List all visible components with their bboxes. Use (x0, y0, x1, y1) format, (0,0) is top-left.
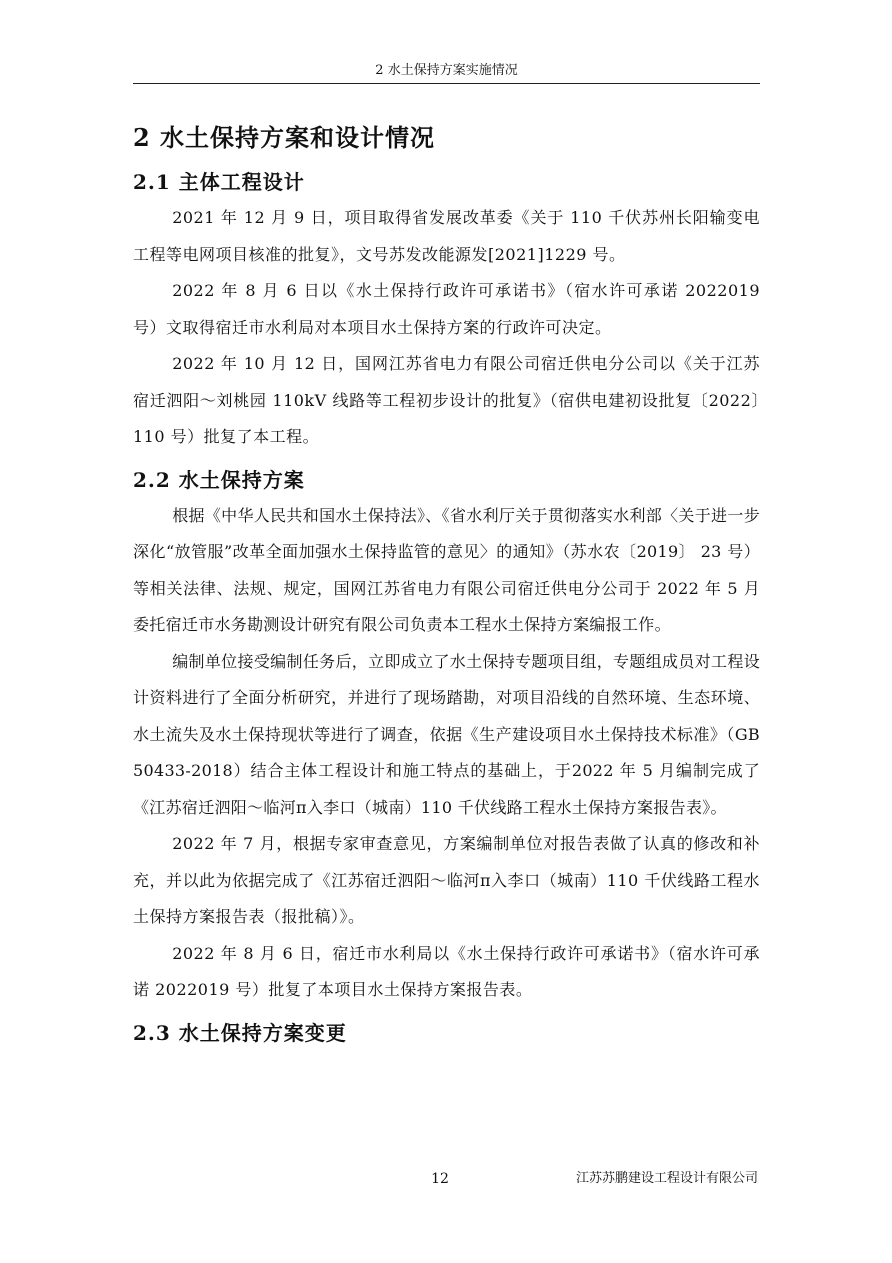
chapter-title: 2 水土保持方案和设计情况 (133, 123, 436, 152)
paragraph: 2022 年 10 月 12 日，国网江苏省电力有限公司宿迁供电分公司以《关于江苏宿迁泗阳～刘桃园 110kV 线路等工程初步设计的批复》（宿供电建初设批复〔2022〕110 号）批复了本工程。 (133, 354, 760, 446)
paragraph: 根据《中华人民共和国水土保持法》、《省水利厅关于贯彻落实水利部〈关于进一步深化“放管服”改革全面加强水土保持监管的意见〉的通知》（苏水农〔2019〕 23 号）等相关法律、法规、规定，国网江苏省电力有限公司宿迁供电分公司于 2022 年 5 月委托宿迁市水务勘测设计研究有限公司负责本工程水土保持方案编报工作。 (133, 505, 760, 634)
paragraph: 编制单位接受编制任务后，立即成立了水土保持专题项目组，专题组成员对工程设计资料进行了全面分析研究，并进行了现场踏勘，对项目沿线的自然环境、生态环境、水土流失及水土保持现状等进行了调查，依据《生产建设项目水土保持技术标准》（GB 50433-2018）结合主体工程设计和施工特点的基础上，于2022 年 5 月编制完成了《江苏宿迁泗阳～临河π入李口（城南）110 千伏线路工程水土保持方案报告表》。 (133, 651, 760, 817)
paragraph: 2022 年 8 月 6 日，宿迁市水利局以《水土保持行政许可承诺书》（宿水许可承诺 2022019 号）批复了本项目水土保持方案报告表。 (133, 943, 760, 999)
page-number: 12 (431, 1171, 449, 1187)
company-name-footer: 江苏苏鹏建设工程设计有限公司 (575, 1171, 758, 1186)
paragraph: 2022 年 8 月 6 日以《水土保持行政许可承诺书》（宿水许可承诺 2022019 号）文取得宿迁市水利局对本项目水土保持方案的行政许可决定。 (133, 281, 760, 337)
header-divider (133, 83, 760, 84)
section-heading-2-1: 2.1 主体工程设计 (133, 170, 305, 194)
paragraph: 2022 年 7 月，根据专家审查意见，方案编制单位对报告表做了认真的修改和补充，并以此为依据完成了《江苏宿迁泗阳～临河π入李口（城南）110 千伏线路工程水土保持方案报告表（报批稿）》。 (133, 834, 760, 926)
section-heading-2-3: 2.3 水土保持方案变更 (133, 1020, 347, 1045)
page-body (133, 118, 760, 1051)
paragraph: 2021 年 12 月 9 日，项目取得省发展改革委《关于 110 千伏苏州长阳输变电工程等电网项目核准的批复》，文号苏发改能源发[2021]1229 号。 (133, 208, 760, 264)
running-header: 2 水土保持方案实施情况 (375, 63, 518, 78)
section-heading-2-2: 2.2 水土保持方案 (133, 467, 305, 492)
